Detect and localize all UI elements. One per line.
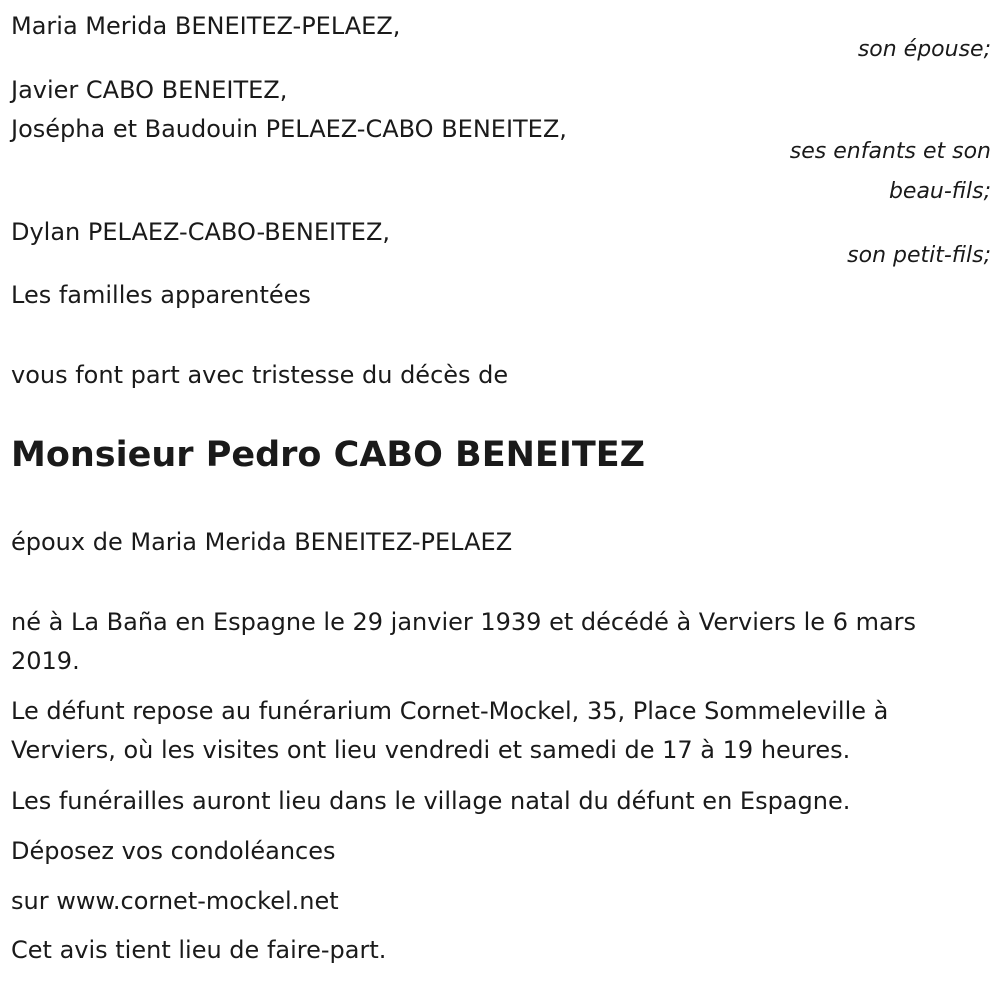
condolences-line: Déposez vos condoléances bbox=[11, 837, 336, 865]
child-name-1: Javier CABO BENEITEZ, bbox=[11, 76, 288, 104]
children-role-line2: beau-fils; bbox=[888, 179, 991, 204]
deceased-name: Monsieur Pedro CABO BENEITEZ bbox=[11, 435, 646, 475]
announcement-line: vous font part avec tristesse du décès de bbox=[11, 361, 509, 389]
grandchild-role: son petit-fils; bbox=[847, 243, 991, 268]
condolences-website-line: sur www.cornet-mockel.net bbox=[11, 887, 339, 915]
notice-line: Cet avis tient lieu de faire-part. bbox=[11, 936, 387, 964]
relatives-line: Les familles apparentées bbox=[11, 281, 311, 309]
viewing-paragraph: Le défunt repose au funérarium Cornet-Mockel, 35, Place Sommeleville à Verviers, où les visites ont lieu vendredi et samedi de 17 à 19 heures. bbox=[11, 697, 889, 764]
funeral-line: Les funérailles auront lieu dans le village natal du défunt en Espagne. bbox=[11, 787, 851, 815]
children-role-line1: ses enfants et son bbox=[789, 139, 991, 164]
birth-death-paragraph: né à La Baña en Espagne le 29 janvier 1939 et décédé à Verviers le 6 mars 2019. bbox=[11, 608, 917, 675]
spouse-role: son épouse; bbox=[857, 37, 991, 62]
child-name-2: Josépha et Baudouin PELAEZ-CABO BENEITEZ, bbox=[11, 115, 567, 143]
spouse-of-line: époux de Maria Merida BENEITEZ-PELAEZ bbox=[11, 528, 513, 556]
grandchild-name: Dylan PELAEZ-CABO-BENEITEZ, bbox=[11, 218, 391, 246]
spouse-name: Maria Merida BENEITEZ-PELAEZ, bbox=[11, 12, 401, 40]
